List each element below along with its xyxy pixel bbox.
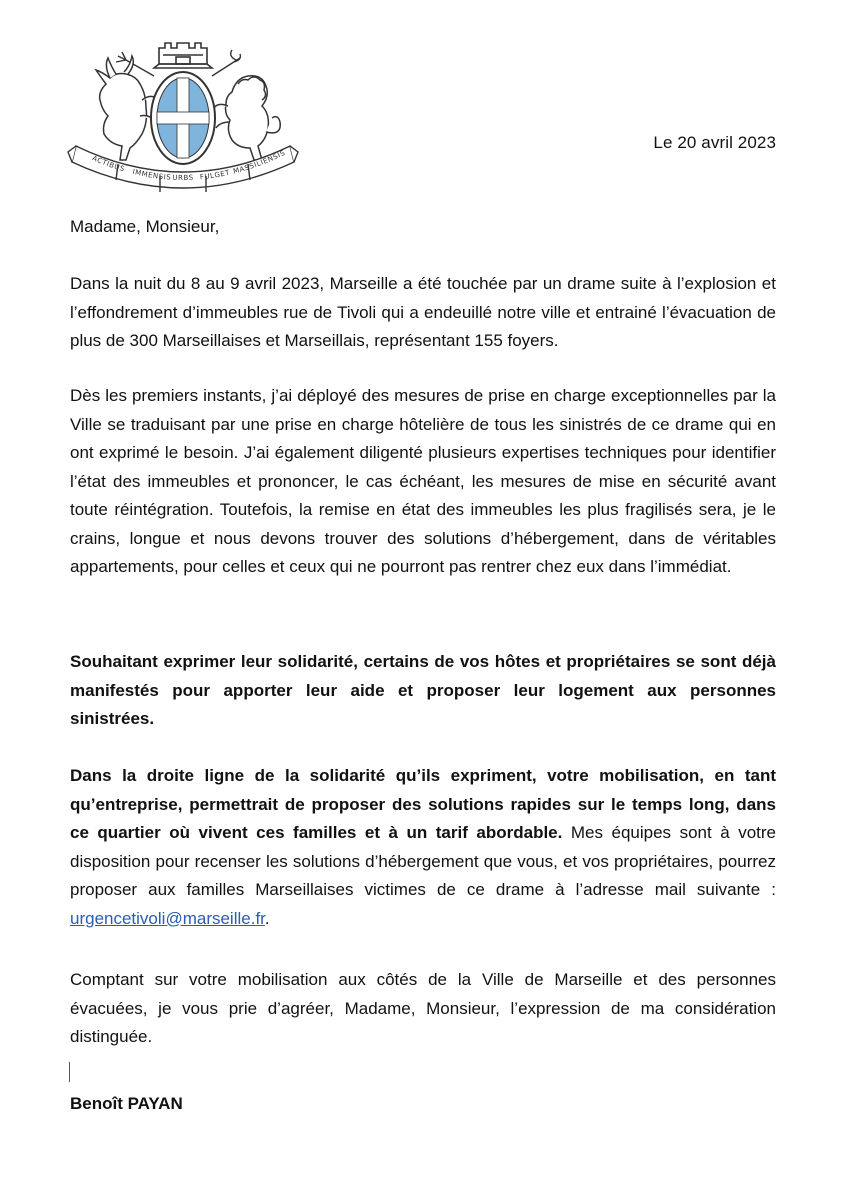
mobilisation-end-text: . <box>264 908 270 928</box>
marseille-coat-of-arms-icon <box>66 36 300 204</box>
svg-text:ACTIBUS: ACTIBUS <box>90 154 126 174</box>
svg-text:MASSILIENSIS: MASSILIENSIS <box>232 148 287 176</box>
salutation: Madame, Monsieur, <box>70 217 220 236</box>
contact-email-link[interactable]: urgencetivoli@marseille.fr <box>70 908 265 928</box>
paragraph-mobilisation-request <box>70 762 776 933</box>
paragraph-explosion-context: Dans la nuit du 8 au 9 avril 2023, Marseille a été touchée par un drame suite à l’explosion et l’effondrement d’immeubles rue de Tivoli qui a endeuillé notre ville et entrainé l’évacuation de plus de 300 Marseillaises et Marseillais, représentant 155 foyers. <box>70 274 776 350</box>
svg-text:IMMENSIS: IMMENSIS <box>131 167 172 182</box>
mobilisation-bold-text: Dans la droite ligne de la solidarité qu’ils expriment, votre mobilisation, en tant qu’entreprise, permettrait de proposer des solutions rapides sur le temps long, dans ce quartier où vivent ces familles et à un tarif abordable. <box>70 766 776 842</box>
mobilisation-regular-text: Mes équipes sont à votre disposition pour recenser les solutions d’hébergement que vous, et vos propriétaires, pourrez proposer aux familles Marseillaises victimes de ce drame à l’adresse mail suivante : <box>70 823 776 899</box>
letter-date: Le 20 avril 2023 <box>653 133 776 152</box>
paragraph-measures-taken: Dès les premiers instants, j’ai déployé des mesures de prise en charge exceptionnelles par la Ville se traduisant par une prise en charge hôtelière de tous les sinistrés de ce drame qui en ont exprimé le besoin. J’ai également diligenté plusieurs expertises techniques pour identifier l’état des immeubles et prononcer, le cas échéant, les mesures de mise en sécurité avant toute réintégration. Toutefois, la remise en état des immeubles les plus fragilisés sera, je le crains, longue et nous devons trouver des solutions d’hébergement, dans de véritables appartements, pour celles et ceux qui ne pourront pas rentrer chez eux dans l’immédiat. <box>70 386 776 576</box>
signature-name: Benoît PAYAN <box>70 1094 183 1113</box>
text-cursor <box>69 1062 70 1082</box>
svg-text:URBS: URBS <box>172 173 194 183</box>
paragraph-closing: Comptant sur votre mobilisation aux côtés de la Ville de Marseille et des personnes évacuées, je vous prie d’agréer, Madame, Monsieur, l’expression de ma considération distinguée. <box>70 970 776 1046</box>
svg-text:FULGET: FULGET <box>199 168 231 182</box>
paragraph-solidarity: Souhaitant exprimer leur solidarité, certains de vos hôtes et propriétaires se sont déjà manifestés pour apporter leur aide et proposer leur logement aux personnes sinistrées. <box>70 652 776 728</box>
